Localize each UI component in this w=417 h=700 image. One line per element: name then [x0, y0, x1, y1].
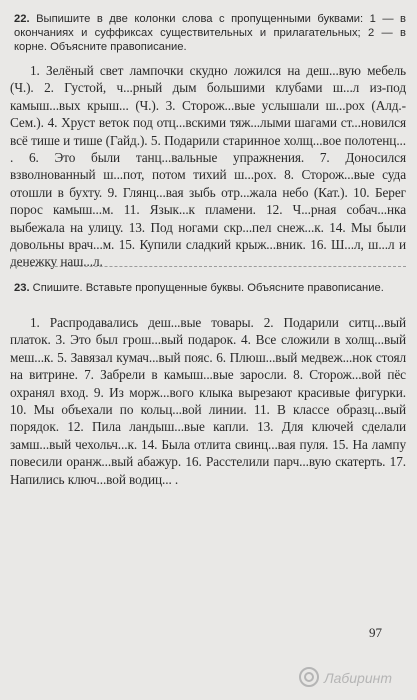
exercise-23-number: 23.: [14, 282, 30, 294]
exercise-22-text: 1. Зелёный свет лампочки скудно ложился на деш...вую мебель (Ч.). 2. Густой, ч...рный дым большими клубами ш...л из-под камыш...вых крыш... (Ч.). 3. Сторож...вые услышали ш...рох (Алд.-Сем.). 4. Хруст веток под отц...вскими тяж...лыми шагами ст...новился всё тише и тише (Гайд.). 5. Подарили старинное холщ...вое полотенц... . 6. Это были танц...вальные упражнения. 7. Доносился взволнованный ш...пот, потом тихий ш...рох. 8. Сторож...вые суда отошли в бухту. 9. Глянц...вая зыбь отр...жала небо (Кат.). 10. Берег порос камыш...м. 11. Язык...к пламени. 12. Ч...рная собач...нка выбежала на улицу. 13. Под ногами скр...пел снеж...к. 14. Мы были довольны врач...м. 15. Купили сладкий крыж...вник. 16. Ш...л, ш...л и денежку наш...л.: [10, 63, 406, 270]
exercise-22-instruction: Выпишите в две колонки слова с пропущенными буквами: 1 — в окончаниях и суффиксах существительных и прилагательных; 2 — в корне. Объясните правописание.: [14, 13, 406, 53]
exercise-23-instruction: Спишите. Вставьте пропущенные буквы. Объясните правописание.: [32, 282, 384, 294]
exercise-23-header: [14, 281, 406, 295]
exercise-22-number: 22.: [14, 13, 30, 25]
section-divider: [10, 266, 406, 267]
exercise-23-text: 1. Распродавались деш...вые товары. 2. Подарили ситц...вый платок. 3. Это был грош...вый подарок. 4. Все сложили в холщ...вый меш...к. 5. Завязал кумач...вый пояс. 6. Плюш...вый медвеж...нок стоял на витрине. 7. Забрели в камыш...вые заросли. 8. Сторож...вой пёс охранял вход. 9. Из морж...вого клыка вырезают красивые фигурки. 10. Мы объехали по кольц...вой линии. 11. В классе образц...вый порядок. 12. Пила ландыш...вые капли. 13. Для ключей сделали замш...вый чехольч...к. 14. Была отлита свинц...вая пуля. 15. На лампу повесили оранж...вый абажур. 16. Расстелили парч...вую скатерть. 17. Напились ключ...вой водиц... .: [10, 315, 406, 487]
labirint-logo-icon: [298, 666, 320, 688]
exercise-22-header: [14, 12, 406, 54]
page-number: 97: [369, 625, 382, 640]
watermark-text: Лабиринт: [324, 670, 392, 686]
